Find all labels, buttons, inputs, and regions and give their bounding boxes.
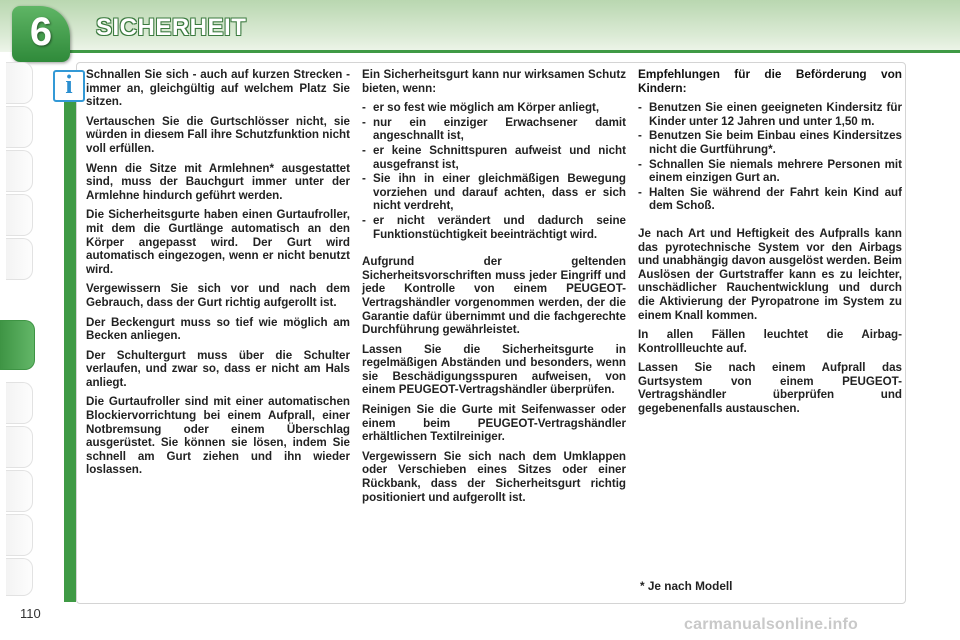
chapter-tab-10[interactable]	[6, 514, 33, 556]
chapter-tab-7[interactable]	[6, 382, 33, 424]
list-item: - er so fest wie möglich am Körper anliegt,	[362, 101, 626, 115]
chapter-tab-1[interactable]	[6, 62, 33, 104]
paragraph: Wenn die Sitze mit Armlehnen* ausgestattet sind, muss der Bauchgurt immer unter der Armlehne hindurch geführt werden.	[86, 161, 350, 202]
chapter-tab-3[interactable]	[6, 150, 33, 192]
list-item: - Halten Sie während der Fahrt kein Kind auf dem Schoß.	[638, 186, 902, 213]
list-item: - Sie ihn in einer gleichmäßigen Bewegung vorziehen und darauf achten, dass er sich nicht verdreht,	[362, 172, 626, 213]
paragraph: Vergewissern Sie sich nach dem Umklappen oder Verschieben eines Sitzes oder einer Rückbank, dass der Sicherheitsgurt richtig positioniert und aufgerollt ist.	[362, 449, 626, 504]
chapter-tab-11[interactable]	[6, 558, 33, 596]
paragraph: Lassen Sie nach einem Aufprall das Gurtsystem von einem PEUGEOT-Vertragshändler überprüfen und gegebenenfalls austauschen.	[638, 361, 902, 416]
paragraph: In allen Fällen leuchtet die Airbag-Kontrollleuchte auf.	[638, 328, 902, 355]
list-item: - er nicht verändert und dadurch seine Funktionstüchtigkeit beeinträchtigt wird.	[362, 214, 626, 241]
text-column-2	[362, 68, 626, 510]
paragraph: Der Beckengurt muss so tief wie möglich am Becken anliegen.	[86, 315, 350, 343]
section-heading: Empfehlungen für die Beförderung von Kindern:	[638, 67, 902, 95]
recommendations-list	[638, 101, 902, 213]
list-item: - nur ein einziger Erwachsener damit angeschnallt ist,	[362, 116, 626, 143]
paragraph: Die Gurtaufroller sind mit einer automatischen Blockiervorrichtung bei einem Aufprall, einer Notbremsung oder einem Überschlag ausgerüstet. Sie können sie lösen, indem Sie schnell am Gurt ziehen und ihn wieder loslassen.	[86, 395, 350, 477]
header-rule	[70, 50, 960, 53]
paragraph: Vertauschen Sie die Gurtschlösser nicht, sie würden in diesem Fall ihre Schutzfunktion nicht voll erfüllen.	[86, 114, 350, 155]
page-header	[0, 0, 960, 56]
paragraph: Die Sicherheitsgurte haben einen Gurtaufroller, mit dem die Gurtlänge automatisch an den Körper angepasst wird. Der Gurt wird automatisch eingezogen, wenn er nicht benutzt wird.	[86, 208, 350, 276]
conditions-intro: Ein Sicherheitsgurt kann nur wirksamen Schutz bieten, wenn:	[362, 68, 626, 95]
chapter-tab-6-active[interactable]	[0, 320, 35, 370]
chapter-title: SICHERHEIT	[96, 14, 247, 41]
chapter-tab-8[interactable]	[6, 426, 33, 468]
paragraph: Aufgrund der geltenden Sicherheitsvorschriften muss jeder Eingriff und jede Kontrolle von einem PEUGEOT-Vertragshändler vorgenommen werden, der die Garantie dafür übernimmt und die fachgerechte Durchführung gewährleistet.	[362, 255, 626, 337]
chapter-tab-9[interactable]	[6, 470, 33, 512]
paragraph: Der Schultergurt muss über die Schulter verlaufen, und zwar so, dass er nicht am Hals anliegt.	[86, 348, 350, 389]
info-icon	[53, 70, 85, 102]
list-item: - Benutzen Sie beim Einbau eines Kindersitzes nicht die Gurtführung*.	[638, 129, 902, 156]
text-column-3	[638, 68, 902, 422]
footnote: * Je nach Modell	[640, 579, 733, 593]
paragraph: Reinigen Sie die Gurte mit Seifenwasser oder einem beim PEUGEOT-Vertragshändler erhältlichen Textilreiniger.	[362, 403, 626, 444]
chapter-tab-5[interactable]	[6, 238, 33, 280]
paragraph: Schnallen Sie sich - auch auf kurzen Strecken - immer an, gleichgültig auf welchem Platz Sie sitzen.	[86, 68, 350, 109]
page-number: 110	[20, 606, 41, 621]
chapter-tab-4[interactable]	[6, 194, 33, 236]
watermark: carmanualsonline.info	[684, 616, 859, 633]
chapter-badge	[12, 6, 70, 62]
info-icon-letter: i	[65, 70, 73, 99]
paragraph: Lassen Sie die Sicherheitsgurte in regelmäßigen Abständen und besonders, wenn sie Beschädigungsspuren aufweisen, von einem PEUGEOT-Vertragshändler überprüfen.	[362, 342, 626, 397]
paragraph: Je nach Art und Heftigkeit des Aufpralls kann das pyrotechnische System vor den Airbags und unabhängig davon ausgelöst werden. Beim Auslösen der Gurtstraffer kann es zu leichter, unschädlicher Rauchentwicklung und durch die Aktivierung der Pyropatrone im System zu einem Knall kommen.	[638, 226, 902, 322]
info-side-bar	[64, 98, 76, 602]
paragraph: Vergewissern Sie sich vor und nach dem Gebrauch, dass der Gurt richtig aufgerollt ist.	[86, 282, 350, 309]
list-item: - Benutzen Sie einen geeigneten Kindersitz für Kinder unter 12 Jahren und unter 1,50 m.	[638, 101, 902, 128]
chapter-tab-2[interactable]	[6, 106, 33, 148]
list-item: - Schnallen Sie niemals mehrere Personen mit einem einzigen Gurt an.	[638, 158, 902, 185]
conditions-list	[362, 101, 626, 241]
list-item: - er keine Schnittspuren aufweist und nicht ausgefranst ist,	[362, 144, 626, 171]
text-column-1	[86, 68, 350, 483]
chapter-number: 6	[29, 10, 53, 54]
